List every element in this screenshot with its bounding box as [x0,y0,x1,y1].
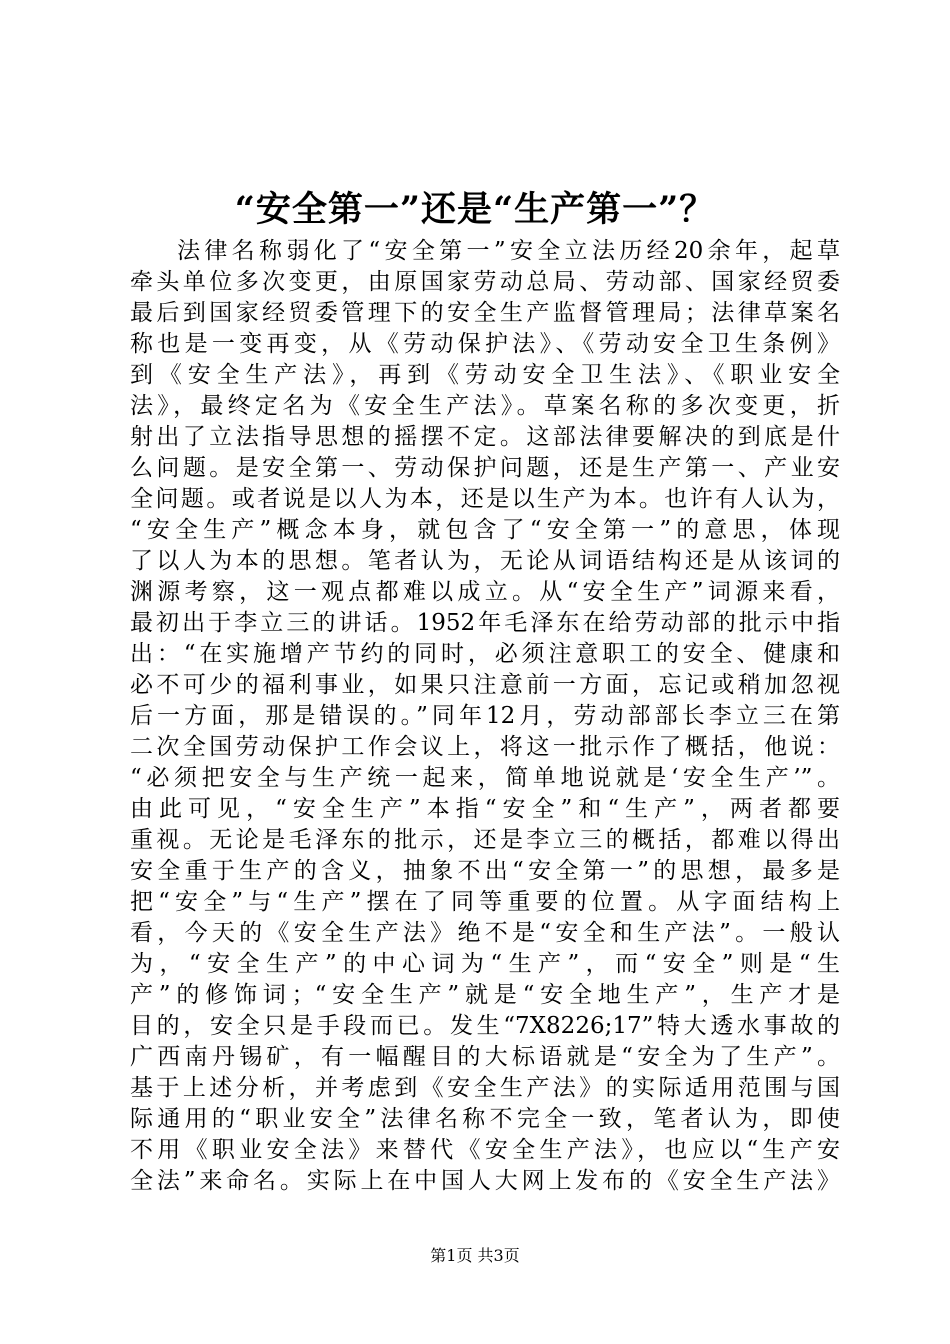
body-line: 称也是一变再变，从《劳动保护法》、《劳动安全卫生条例》 [130,331,840,357]
body-line: 为，“安全生产”的中心词为“生产”，而“安全”则是“生 [130,951,840,977]
body-line: 由此可见，“安全生产”本指“安全”和“生产”，两者都要 [130,796,840,822]
body-line: 目的，安全只是手段而已。发生“7X8226;17”特大透水事故的 [130,1013,840,1039]
document-body [130,236,840,1197]
body-line: 安全重于生产的含义，抽象不出“安全第一”的思想，最多是 [130,858,840,884]
body-line: 基于上述分析，并考虑到《安全生产法》的实际适用范围与国 [130,1075,840,1101]
body-line: 渊源考察，这一观点都难以成立。从“安全生产”词源来看， [130,579,840,605]
body-line: 广西南丹锡矿，有一幅醒目的大标语就是“安全为了生产”。 [130,1044,840,1070]
body-line: 看，今天的《安全生产法》绝不是“安全和生产法”。一般认 [130,920,840,946]
body-line: 二次全国劳动保护工作会议上，将这一批示作了概括，他说： [130,734,840,760]
body-line: 必不可少的福利事业，如果只注意前一方面，忘记或稍加忽视 [130,672,840,698]
body-line: 牵头单位多次变更，由原国家劳动总局、劳动部、国家经贸委 [130,269,840,295]
body-line: 法律名称弱化了“安全第一”安全立法历经20余年，起草 [177,238,840,264]
body-line: 射出了立法指导思想的摇摆不定。这部法律要解决的到底是什 [130,424,840,450]
body-line: “安全生产”概念本身，就包含了“安全第一”的意思，体现 [130,517,840,543]
body-line: 法》，最终定名为《安全生产法》。草案名称的多次变更，折 [130,393,840,419]
body-line: 把“安全”与“生产”摆在了同等重要的位置。从字面结构上 [130,889,840,915]
body-line: 后一方面，那是错误的。”同年12月，劳动部部长李立三在第 [130,703,840,729]
page-footer: 第1页 共3页 [430,1246,520,1265]
body-line: 重视。无论是毛泽东的批示，还是李立三的概括，都难以得出 [130,827,840,853]
body-line: 产”的修饰词；“安全生产”就是“安全地生产”，生产才是 [130,982,840,1008]
body-line: 了以人为本的思想。笔者认为，无论从词语结构还是从该词的 [130,548,840,574]
body-line: 到《安全生产法》，再到《劳动安全卫生法》、《职业安全 [130,362,840,388]
body-line: 最初出于李立三的讲话。1952年毛泽东在给劳动部的批示中指 [130,610,840,636]
body-line: “必须把安全与生产统一起来，简单地说就是‘安全生产’”。 [130,765,840,791]
body-line: 全法”来命名。实际上在中国人大网上发布的《安全生产法》 [130,1168,840,1194]
body-line: 际通用的“职业安全”法律名称不完全一致，笔者认为，即使 [130,1106,840,1132]
body-line: 么问题。是安全第一、劳动保护问题，还是生产第一、产业安 [130,455,840,481]
body-line: 出：“在实施增产节约的同时，必须注意职工的安全、健康和 [130,641,840,667]
body-line: 不用《职业安全法》来替代《安全生产法》，也应以“生产安 [130,1137,840,1163]
document-title: “安全第一”还是“生产第一”？ [234,189,716,230]
body-line: 全问题。或者说是以人为本，还是以生产为本。也许有人认为， [130,486,840,512]
body-line: 最后到国家经贸委管理下的安全生产监督管理局；法律草案名 [130,300,840,326]
